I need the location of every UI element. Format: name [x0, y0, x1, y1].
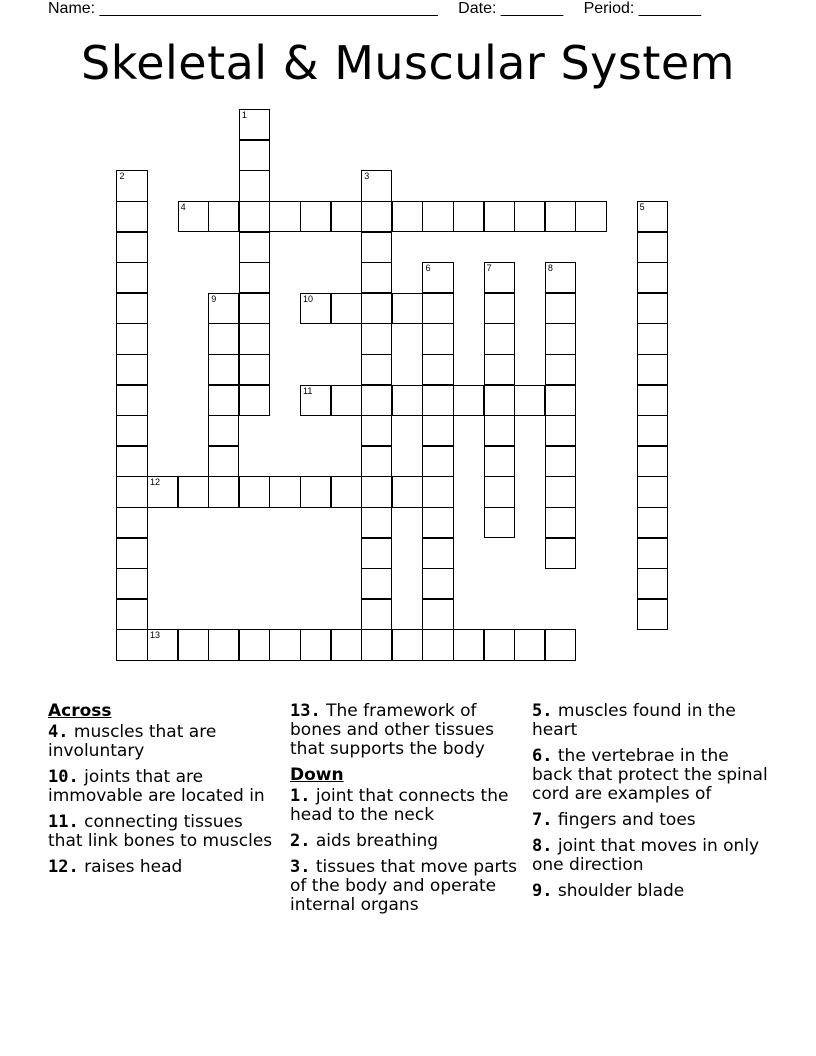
- crossword-cell[interactable]: [361, 354, 392, 385]
- crossword-cell[interactable]: [300, 629, 331, 660]
- clue-number: 10.: [48, 767, 79, 787]
- crossword-cell[interactable]: [208, 476, 239, 507]
- crossword-cell[interactable]: [116, 232, 147, 263]
- crossword-cell[interactable]: [484, 385, 515, 416]
- cell-number: 8: [547, 263, 553, 274]
- clue-number: 8.: [532, 836, 553, 856]
- crossword-cell[interactable]: [208, 385, 239, 416]
- clue-number: 4.: [48, 722, 69, 742]
- clue-down-7: [532, 811, 772, 830]
- crossword-cell[interactable]: [331, 385, 362, 416]
- date-field-label: Date: _______: [458, 0, 564, 17]
- crossword-cell[interactable]: [637, 476, 668, 507]
- crossword-cell[interactable]: [269, 476, 300, 507]
- crossword-cell[interactable]: [208, 629, 239, 660]
- crossword-cell[interactable]: [392, 201, 423, 232]
- crossword-cell[interactable]: [300, 476, 331, 507]
- crossword-cell[interactable]: [422, 385, 453, 416]
- crossword-cell[interactable]: [484, 415, 515, 446]
- crossword-cell[interactable]: [331, 476, 362, 507]
- crossword-cell[interactable]: [361, 415, 392, 446]
- crossword-cell[interactable]: [545, 385, 576, 416]
- crossword-cell[interactable]: [637, 262, 668, 293]
- clue-down-1: [290, 787, 518, 825]
- clue-column-1: [48, 702, 280, 884]
- cell-number: 3: [364, 171, 370, 182]
- period-field-label: Period: _______: [583, 0, 702, 17]
- crossword-cell[interactable]: [116, 538, 147, 569]
- crossword-cell[interactable]: [637, 415, 668, 446]
- crossword-cell[interactable]: [453, 385, 484, 416]
- crossword-cell[interactable]: [239, 629, 270, 660]
- crossword-cell[interactable]: [116, 354, 147, 385]
- cell-number: 2: [119, 171, 125, 182]
- crossword-cell[interactable]: [484, 293, 515, 324]
- crossword-cell[interactable]: [116, 599, 147, 630]
- cell-number: 7: [486, 263, 492, 274]
- page-title: Skeletal & Muscular System: [81, 36, 735, 90]
- crossword-cell[interactable]: [361, 507, 392, 538]
- crossword-cell[interactable]: [637, 599, 668, 630]
- crossword-cell[interactable]: [484, 476, 515, 507]
- crossword-cell[interactable]: [239, 293, 270, 324]
- clue-down-5: [532, 702, 772, 740]
- clue-down-3: [290, 858, 518, 915]
- crossword-cell[interactable]: [116, 323, 147, 354]
- cell-number: 5: [639, 202, 645, 213]
- crossword-cell[interactable]: [116, 507, 147, 538]
- clue-number: 9.: [532, 881, 553, 901]
- clue-text: shoulder blade: [557, 881, 685, 901]
- crossword-cell[interactable]: [331, 629, 362, 660]
- cell-number: 4: [180, 202, 186, 213]
- crossword-cell[interactable]: [422, 568, 453, 599]
- crossword-cell[interactable]: [147, 629, 178, 660]
- clue-across-11: [48, 813, 280, 851]
- clue-text: muscles found in the heart: [532, 701, 736, 740]
- clue-number: 6.: [532, 746, 553, 766]
- clue-text: muscles that are involuntary: [48, 722, 217, 761]
- clue-down-2: [290, 832, 518, 851]
- clue-column-3: [532, 702, 772, 908]
- crossword-cell[interactable]: [484, 323, 515, 354]
- crossword-cell[interactable]: [422, 293, 453, 324]
- crossword-cell[interactable]: [208, 446, 239, 477]
- crossword-cell[interactable]: [545, 262, 576, 293]
- crossword-cell[interactable]: [208, 293, 239, 324]
- crossword-cell[interactable]: [422, 354, 453, 385]
- crossword-cell[interactable]: [422, 476, 453, 507]
- crossword-cell[interactable]: [484, 354, 515, 385]
- clue-text: joints that are immovable are located in: [48, 767, 265, 806]
- crossword-cell[interactable]: [147, 476, 178, 507]
- crossword-cell[interactable]: [239, 140, 270, 171]
- crossword-cell[interactable]: [637, 507, 668, 538]
- crossword-cell[interactable]: [331, 201, 362, 232]
- crossword-cell[interactable]: [637, 446, 668, 477]
- crossword-cell[interactable]: [637, 323, 668, 354]
- cell-number: 13: [150, 630, 161, 641]
- cell-number: 1: [241, 110, 247, 121]
- crossword-cell[interactable]: [178, 476, 209, 507]
- crossword-cell[interactable]: [422, 262, 453, 293]
- cell-number: 11: [303, 385, 313, 396]
- clue-text: joint that connects the head to the neck: [290, 786, 509, 825]
- crossword-cell[interactable]: [637, 538, 668, 569]
- crossword-cell[interactable]: [637, 354, 668, 385]
- crossword-cell[interactable]: [422, 446, 453, 477]
- clue-number: 7.: [532, 810, 553, 830]
- clue-column-2: [290, 702, 518, 922]
- crossword-cell[interactable]: [422, 507, 453, 538]
- clue-across-4: [48, 723, 280, 761]
- crossword-cell[interactable]: [239, 262, 270, 293]
- crossword-cell[interactable]: [361, 599, 392, 630]
- crossword-cell[interactable]: [116, 293, 147, 324]
- name-field-label: Name: ______________________________________: [48, 0, 438, 17]
- clue-number: 2.: [290, 831, 311, 851]
- crossword-cell[interactable]: [514, 201, 545, 232]
- clue-text: The framework of bones and other tissues that supports the body: [290, 701, 494, 759]
- crossword-cell[interactable]: [116, 415, 147, 446]
- crossword-cell[interactable]: [361, 323, 392, 354]
- crossword-cell[interactable]: [361, 568, 392, 599]
- cell-number: 9: [211, 293, 217, 304]
- crossword-cell[interactable]: [637, 232, 668, 263]
- crossword-cell[interactable]: [361, 170, 392, 201]
- clue-down-9: [532, 882, 772, 901]
- clue-text: the vertebrae in the back that protect the spinal cord are examples of: [532, 746, 768, 804]
- crossword-cell[interactable]: [545, 201, 576, 232]
- crossword-cell[interactable]: [484, 629, 515, 660]
- clue-across-12: [48, 858, 280, 877]
- crossword-cell[interactable]: [392, 629, 423, 660]
- crossword-cell[interactable]: [422, 201, 453, 232]
- crossword-cell[interactable]: [178, 629, 209, 660]
- crossword-cell[interactable]: [239, 354, 270, 385]
- crossword-cell[interactable]: [116, 476, 147, 507]
- crossword-cell[interactable]: [575, 201, 606, 232]
- crossword-cell[interactable]: [514, 629, 545, 660]
- crossword-cell[interactable]: [116, 262, 147, 293]
- crossword-cell[interactable]: [331, 293, 362, 324]
- crossword-cell[interactable]: [545, 293, 576, 324]
- crossword-cell[interactable]: [484, 446, 515, 477]
- crossword-cell[interactable]: [300, 201, 331, 232]
- crossword-cell[interactable]: [208, 201, 239, 232]
- clue-down-6: [532, 747, 772, 804]
- cell-number: 10: [303, 293, 314, 304]
- clue-across-10: [48, 768, 280, 806]
- crossword-cell[interactable]: [208, 415, 239, 446]
- crossword-cell[interactable]: [422, 415, 453, 446]
- crossword-cell[interactable]: [208, 323, 239, 354]
- crossword-cell[interactable]: [361, 293, 392, 324]
- clue-number: 11.: [48, 812, 79, 832]
- crossword-cell[interactable]: [269, 201, 300, 232]
- crossword-cell[interactable]: [637, 385, 668, 416]
- cell-number: 12: [150, 477, 161, 488]
- clue-text: connecting tissues that link bones to muscles: [48, 812, 273, 851]
- crossword-cell[interactable]: [453, 201, 484, 232]
- down-heading: Down: [290, 765, 344, 785]
- crossword-cell[interactable]: [422, 538, 453, 569]
- crossword-cell[interactable]: [116, 170, 147, 201]
- crossword-cell[interactable]: [116, 201, 147, 232]
- cell-number: 6: [425, 263, 431, 274]
- crossword-cell[interactable]: [361, 446, 392, 477]
- clue-number: 5.: [532, 701, 553, 721]
- crossword-cell[interactable]: [178, 201, 209, 232]
- crossword-cell[interactable]: [300, 385, 331, 416]
- crossword-cell[interactable]: [361, 201, 392, 232]
- crossword-cell[interactable]: [239, 323, 270, 354]
- crossword-cell[interactable]: [392, 476, 423, 507]
- clue-text: fingers and toes: [557, 810, 696, 830]
- crossword-cell[interactable]: [361, 232, 392, 263]
- clue-number: 12.: [48, 857, 79, 877]
- crossword-cell[interactable]: [453, 629, 484, 660]
- clue-number: 1.: [290, 786, 311, 806]
- crossword-cell[interactable]: [239, 201, 270, 232]
- crossword-cell[interactable]: [361, 262, 392, 293]
- crossword-cell[interactable]: [637, 201, 668, 232]
- crossword-cell[interactable]: [422, 629, 453, 660]
- clue-number: 3.: [290, 857, 311, 877]
- crossword-cell[interactable]: [300, 293, 331, 324]
- crossword-cell[interactable]: [239, 385, 270, 416]
- across-heading: Across: [48, 701, 112, 721]
- crossword-cell[interactable]: [545, 323, 576, 354]
- crossword-cell[interactable]: [545, 507, 576, 538]
- crossword-cell[interactable]: [392, 385, 423, 416]
- crossword-cell[interactable]: [637, 293, 668, 324]
- crossword-cell[interactable]: [239, 476, 270, 507]
- clue-text: aids breathing: [315, 831, 439, 851]
- clue-text: joint that moves in only one direction: [532, 836, 760, 875]
- crossword-cell[interactable]: [116, 446, 147, 477]
- crossword-cell[interactable]: [116, 568, 147, 599]
- clue-text: raises head: [84, 857, 183, 877]
- crossword-cell[interactable]: [545, 629, 576, 660]
- crossword-cell[interactable]: [545, 415, 576, 446]
- crossword-cell[interactable]: [116, 385, 147, 416]
- crossword-cell[interactable]: [116, 629, 147, 660]
- crossword-cell[interactable]: [239, 109, 270, 140]
- crossword-cell[interactable]: [361, 385, 392, 416]
- crossword-cell[interactable]: [484, 201, 515, 232]
- crossword-cell[interactable]: [514, 385, 545, 416]
- clue-text: tissues that move parts of the body and operate internal organs: [290, 857, 518, 915]
- crossword-cell[interactable]: [545, 446, 576, 477]
- crossword-cell[interactable]: [422, 599, 453, 630]
- crossword-cell[interactable]: [545, 354, 576, 385]
- crossword-cell[interactable]: [208, 354, 239, 385]
- crossword-cell[interactable]: [361, 476, 392, 507]
- crossword-cell[interactable]: [239, 170, 270, 201]
- crossword-cell[interactable]: [239, 232, 270, 263]
- crossword-cell[interactable]: [361, 629, 392, 660]
- crossword-cell[interactable]: [484, 262, 515, 293]
- crossword-cell[interactable]: [392, 293, 423, 324]
- crossword-cell[interactable]: [637, 568, 668, 599]
- crossword-cell[interactable]: [422, 323, 453, 354]
- clue-across-13: [290, 702, 518, 759]
- clue-number: 13.: [290, 701, 321, 721]
- crossword-cell[interactable]: [361, 538, 392, 569]
- crossword-cell[interactable]: [545, 538, 576, 569]
- crossword-cell[interactable]: [484, 507, 515, 538]
- crossword-cell[interactable]: [545, 476, 576, 507]
- clue-down-8: [532, 837, 772, 875]
- crossword-cell[interactable]: [269, 629, 300, 660]
